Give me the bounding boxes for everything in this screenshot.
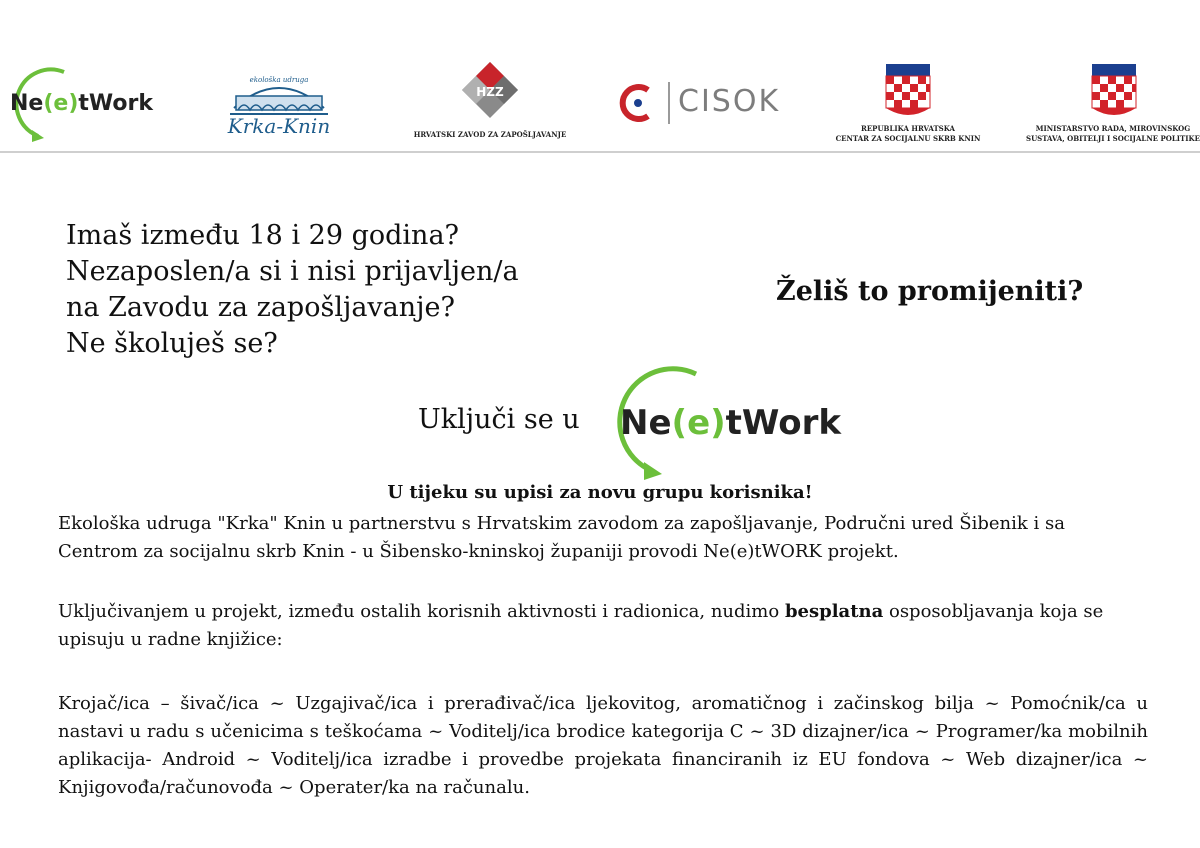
join-text: Uključi se u [418, 404, 580, 435]
cisok-logo [612, 78, 792, 130]
hzz-caption: HRVATSKI ZAVOD ZA ZAPOŠLJAVANJE [413, 130, 567, 139]
network-swoosh-icon [600, 364, 850, 480]
network-brand-paren-open: ( [671, 403, 688, 443]
network-brand-e: e [687, 403, 711, 443]
hzz-diamond-icon [405, 56, 575, 122]
croatian-coat-of-arms-icon [828, 64, 988, 120]
ministry-logo [1026, 64, 1200, 148]
question-schooling: Ne školuješ se? [66, 328, 278, 359]
network-logo-e: e [53, 91, 69, 116]
cisok-divider [668, 82, 670, 124]
czss-caption-line1: REPUBLIKA HRVATSKA [861, 124, 955, 133]
network-logo-part2: tWork [78, 91, 153, 116]
cisok-c-icon [612, 78, 662, 128]
network-brand-part2: tWork [725, 403, 841, 443]
hzz-mark-text: HZZ [476, 85, 504, 99]
network-swoosh-icon [4, 62, 164, 142]
offer-free-highlight: besplatna [784, 601, 884, 622]
offer-text-after: osposobljavanja koja se upisuju u radne knjižice: [58, 601, 1104, 650]
network-logo-paren-close: ) [68, 91, 79, 116]
offer-text-before: Uključivanjem u projekt, između ostalih korisnih aktivnosti i radionica, nudimo [58, 601, 785, 622]
ministry-caption-line2: SUSTAVA, OBITELJI I SOCIJALNE POLITIKE [1026, 134, 1200, 143]
cisok-name: CISOK [678, 84, 781, 119]
question-unemployed: Nezaposlen/a si i nisi prijavljen/a [66, 256, 519, 287]
czss-logo [828, 64, 988, 148]
network-brand-part1: Ne [620, 403, 672, 443]
network-logo [4, 62, 164, 142]
network-logo-paren-open: ( [43, 91, 54, 116]
czss-caption-line2: CENTAR ZA SOCIJALNU SKRB KNIN [835, 134, 981, 143]
krka-logo-name: Krka-Knin [227, 114, 331, 138]
enrollment-notice: U tijeku su upisi za novu grupu korisnika! [387, 482, 813, 503]
offer-paragraph [58, 598, 1148, 654]
question-age: Imaš između 18 i 29 godina? [66, 220, 460, 251]
svg-text:Ne(e)tWork [620, 403, 842, 443]
hzz-logo [405, 56, 575, 146]
ministry-caption-line1: MINISTARSTVO RADA, MIROVINSKOG [1035, 124, 1191, 133]
svg-text:Ne(e)tWork [10, 91, 154, 116]
header-divider [0, 151, 1200, 153]
krka-knin-logo [214, 74, 344, 144]
network-logo-part1: Ne [10, 91, 44, 116]
question-registered: na Zavodu za zapošljavanje? [66, 292, 455, 323]
croatian-coat-of-arms-icon [1026, 64, 1200, 120]
network-logo-large [600, 364, 850, 480]
eligibility-questions [66, 218, 626, 362]
call-to-change: Želiš to promijeniti? [776, 276, 1084, 307]
network-brand-paren-close: ) [710, 403, 726, 443]
trainings-list: Krojač/ica – šivač/ica ~ Uzgajivač/ica i prerađivač/ica ljekovitog, aromatičnog i začinskog bilja ~ Pomoćnik/ca u nastavi u radu s učenicima s teškoćama ~ Voditelj/ica brodice kategorija C ~ 3D dizajner/ica ~ Programer/ka mobilnih aplikacija- Android ~ Voditelj/ica izradbe i provedbe projekata financiranih iz EU fondova ~ Web dizajner/ica ~ Knjigovođa/računovođa ~ Operater/ka na računalu. [58, 693, 1148, 798]
intro-paragraph: Ekološka udruga "Krka" Knin u partnerstvu s Hrvatskim zavodom za zapošljavanje, Područni ured Šibenik i sa Centrom za socijalnu skrb Knin - u Šibensko-kninskoj županiji provodi Ne(e)tWORK projekt. [58, 513, 1065, 562]
krka-arc-text: ekološka udruga [249, 76, 309, 84]
krka-bridge-icon [214, 74, 344, 118]
logo-header [0, 0, 1200, 152]
